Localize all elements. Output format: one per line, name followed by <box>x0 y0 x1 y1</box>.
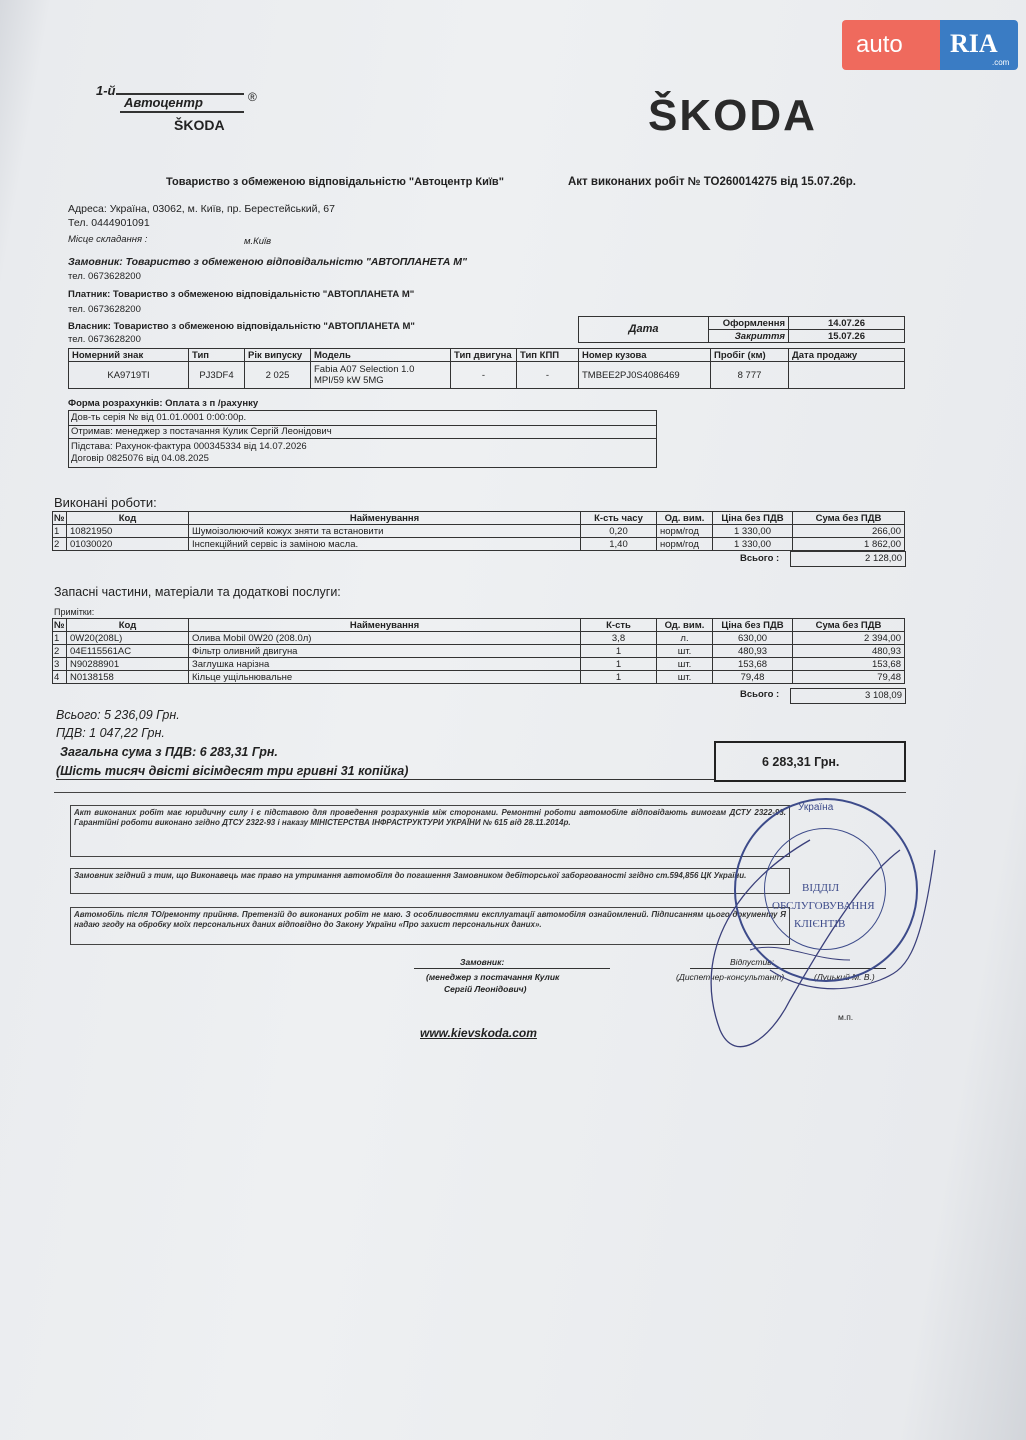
watermark-auto: auto <box>856 31 903 58</box>
vehicle-engine: - <box>451 362 517 389</box>
parts-title: Запасні частини, матеріали та додаткові послуги: <box>54 585 341 599</box>
payer-phone: тел. 0673628200 <box>68 304 141 315</box>
website-link[interactable]: www.kievskoda.com <box>420 1026 537 1040</box>
sign-issued-person: (Луцький М. В.) <box>814 972 875 982</box>
table-row: 3 N90288901 Заглушка нарізна 1 шт. 153,68 153,68 <box>53 658 905 671</box>
autoria-watermark <box>842 20 1018 70</box>
phone: Тел. 0444901091 <box>68 217 150 229</box>
parts-header-sum: Сума без ПДВ <box>793 619 905 632</box>
vehicle-sale-date <box>789 362 905 389</box>
total-all: Всього: 5 236,09 Грн. <box>56 708 180 722</box>
closed-date: 15.07.26 <box>789 330 905 343</box>
parts-notes: Примітки: <box>54 607 95 617</box>
sign-customer-name2: Сергій Леонідович) <box>444 984 527 994</box>
parts-header-name: Найменування <box>189 619 581 632</box>
vehicle-header-vin: Номер кузова <box>579 349 711 362</box>
vehicle-header-gearbox: Тип КПП <box>517 349 579 362</box>
place-value: м.Київ <box>244 236 272 247</box>
works-table <box>52 511 905 551</box>
issued-label: Оформлення <box>709 317 789 330</box>
table-row: 1 0W20(208L) Олива Mobil 0W20 (208.0л) 3,8 л. 630,00 2 394,00 <box>53 632 905 645</box>
sign-issued-name: (Диспетчер-консультант) <box>676 972 785 982</box>
table-row: 2 01030020 Інспекційний сервіс із заміною масла. 1,40 норм/год 1 330,00 1 862,00 <box>53 538 905 551</box>
issued-date: 14.07.26 <box>789 317 905 330</box>
vehicle-mileage: 8 777 <box>711 362 789 389</box>
company-name: Товариство з обмеженою відповідальністю "Автоцентр Київ" <box>166 176 504 188</box>
vehicle-header-sale: Дата продажу <box>789 349 905 362</box>
vehicle-header-engine: Тип двигуна <box>451 349 517 362</box>
payment-trust: Дов-ть серія № від 01.01.0001 0:00:00р. <box>71 412 247 423</box>
act-title: Акт виконаних робіт № ТО260014275 від 15.07.26р. <box>568 176 856 188</box>
works-title: Виконані роботи: <box>54 495 157 510</box>
customer: Замовник: Товариство з обмеженою відповідальністю "АВТОПЛАНЕТА М" <box>68 256 467 268</box>
parts-table <box>52 618 905 684</box>
total-grand: Загальна сума з ПДВ: 6 283,31 Грн. <box>60 745 278 759</box>
vehicle-header-type: Тип <box>189 349 245 362</box>
total-words: (Шість тисяч двісті вісімдесят три гривні 31 копійка) <box>56 764 409 778</box>
customer-phone: тел. 0673628200 <box>68 271 141 282</box>
works-header-n: № <box>54 512 65 524</box>
owner-phone: тел. 0673628200 <box>68 334 141 345</box>
vehicle-model-line1: Fabia A07 Selection 1.0 <box>314 364 415 375</box>
company-stamp <box>734 798 918 982</box>
table-row: 4 N0138158 Кільце ущільнювальне 1 шт. 79,48 79,48 <box>53 671 905 684</box>
payment-contract: Договір 0825076 від 04.08.2025 <box>71 453 209 464</box>
place-label: Місце складання : <box>68 234 148 245</box>
grand-total-box: 6 283,31 Грн. <box>714 741 906 782</box>
vehicle-gearbox: - <box>517 362 579 389</box>
dates-table <box>578 316 905 343</box>
parts-header-n: № <box>54 619 65 631</box>
vehicle-vin: TMBEE2PJ0S4086469 <box>579 362 711 389</box>
address: Адреса: Україна, 03062, м. Київ, пр. Берестейський, 67 <box>68 203 335 215</box>
parts-total-label: Всього : <box>740 689 780 700</box>
payment-box <box>68 410 657 468</box>
legal-text-2: Замовник згідний з тим, що Виконавець має право на утримання автомобіля до погашення Замовником дебіторської заборгованості згідно ст.594,856 ЦК України. <box>70 868 790 894</box>
vehicle-table <box>68 348 905 389</box>
legal-text-1: Акт виконаних робіт має юридичну силу і є підставою для проведення розрахунків між сторонами. Ремонтні роботи автомобіле відповідають вимогам ДСТУ 2322-93. Гарантійні роботи виконано згідно ДТСУ 2322-93 і наказу МІНІСТЕРСТВА ІНФРАСТРУКТУРИ УКРАЇНИ № 615 від 28.11.2014р. <box>70 805 790 857</box>
works-header-sum: Сума без ПДВ <box>793 512 905 525</box>
payment-basis: Підстава: Рахунок-фактура 000345334 від 14.07.2026 <box>71 441 307 452</box>
works-header-unit: Од. вим. <box>657 512 713 525</box>
stamp-center-3: КЛІЄНТІВ <box>794 918 846 930</box>
stamp-place-mp: м.п. <box>838 1012 854 1022</box>
parts-header-price: Ціна без ПДВ <box>713 619 793 632</box>
works-header-name: Найменування <box>189 512 581 525</box>
vehicle-header-model: Модель <box>311 349 451 362</box>
dealer-logo: 1-й Автоцентр ® ŠKODA <box>96 83 257 133</box>
legal-text-3: Автомобіль після ТО/ремонту прийняв. Претензій до виконаних робіт не маю. З особливостями експлуатації автомобіля ознайомлений. Підписанням цього документу Я надаю згоду на обробку моїх персональних даних відповідно до Закону України «Про захист персональних даних». <box>70 907 790 945</box>
skoda-logo: ŠKODA <box>648 91 817 140</box>
payer: Платник: Товариство з обмеженою відповідальністю "АВТОПЛАНЕТА М" <box>68 289 415 300</box>
total-vat: ПДВ: 1 047,22 Грн. <box>56 726 165 740</box>
works-header-qty: К-сть часу <box>581 512 657 525</box>
table-row: 1 10821950 Шумоізолюючий кожух зняти та встановити 0,20 норм/год 1 330,00 266,00 <box>53 525 905 538</box>
vehicle-model <box>311 362 451 389</box>
works-header-code: Код <box>67 512 189 525</box>
works-header-price: Ціна без ПДВ <box>713 512 793 525</box>
vehicle-header-plate: Номерний знак <box>69 349 189 362</box>
payment-received: Отримав: менеджер з постачання Кулик Сергій Леонідович <box>71 426 332 437</box>
watermark-ria: RIA <box>950 29 998 58</box>
stamp-center-1: ВІДДІЛ <box>802 882 840 894</box>
vehicle-year: 2 025 <box>245 362 311 389</box>
vehicle-type: PJ3DF4 <box>189 362 245 389</box>
parts-header-unit: Од. вим. <box>657 619 713 632</box>
table-row: 2 04E115561AC Фільтр оливний двигуна 1 шт. 480,93 480,93 <box>53 645 905 658</box>
parts-total: 3 108,09 <box>790 688 906 704</box>
vehicle-header-mileage: Пробіг (км) <box>711 349 789 362</box>
vehicle-header-year: Рік випуску <box>245 349 311 362</box>
works-total-label: Всього : <box>740 553 780 564</box>
dates-label: Дата <box>579 317 709 343</box>
sign-customer-label: Замовник: <box>460 957 505 967</box>
sign-customer-name1: (менеджер з постачання Кулик <box>426 972 560 982</box>
closed-label: Закриття <box>709 330 789 343</box>
parts-header-qty: К-сть <box>581 619 657 632</box>
vehicle-model-line2: MPI/59 kW 5MG <box>314 375 384 386</box>
sign-issued-label: Відпустив: <box>730 957 775 967</box>
watermark-com: .com <box>992 58 1010 67</box>
parts-header-code: Код <box>67 619 189 632</box>
vehicle-plate: KA9719TI <box>69 362 189 389</box>
payment-form: Форма розрахунків: Оплата з п /рахунку <box>68 398 259 409</box>
stamp-center-2: ОБСЛУГОВУВАННЯ <box>772 900 875 912</box>
works-total: 2 128,00 <box>790 551 906 567</box>
stamp-top: Україна <box>798 802 834 813</box>
owner: Власник: Товариство з обмеженою відповідальністю "АВТОПЛАНЕТА М" <box>68 321 415 332</box>
